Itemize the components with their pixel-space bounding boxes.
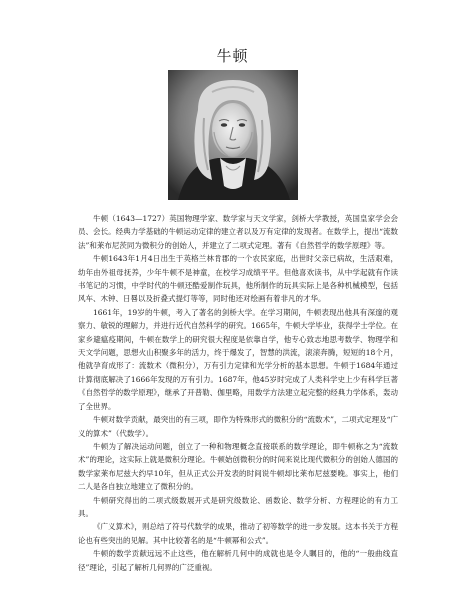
portrait-engraving bbox=[168, 70, 298, 200]
paragraph-binomial: 牛顿研究得出的二项式级数展开式是研究级数论、函数论、数学分析、方程理论的有力工具。 bbox=[78, 495, 398, 518]
paragraph-intro: 牛顿（1643—1727）英国物理学家、数学家与天文学家，剑桥大学教授，英国皇家学会会员、会长。经典力学基础的牛顿运动定律的建立者以及万有定律的发现者。在数学上，提出“流数法”和莱布尼茨同为微积分的创始人，并建立了二项式定理。著有《自然哲学的数学原理》等。 bbox=[78, 214, 398, 250]
paragraph-calculus: 牛顿为了解决运动问题，创立了一种和物理概念直接联系的数学理论，即牛顿称之为“流数术”的理论，这实际上就是微积分理论。牛顿始创微积分的时间来说比现代微积分的创始人德国的数学家莱布尼兹大约早10年，但从正式公开发表的时间说牛顿却比莱布尼兹要晚。事实上，他们二人是各自独立地建立了微积分的。 bbox=[78, 441, 398, 492]
paragraph-math-contributions: 牛顿对数学贡献，最突出的有三项，即作为特殊形式的微积分的“流数术”，二项式定理及“广义的算术”（代数学）。 bbox=[78, 415, 398, 438]
paragraph-cambridge: 1661年，19岁的牛顿，考入了著名的剑桥大学。在学习期间，牛顿表现出他具有深邃的观察力、敏锐的理解力，并进行近代自然科学的研究。1665年，牛顿大学毕业，获得学士学位。在家乡避瘟疫期间，牛顿在数学上的研究很大程度是依靠自学，他专心致志地思考数学、物理学和天文学问题，思想火山积聚多年的活力，终于爆发了，智慧的洪流，滚滚奔腾，短短的18个月，他就孕育成形了：流数术（微积分），万有引力定律和光学分析的基本思想。牛顿于1684年通过计算彻底解决了1666年发现的万有引力。1687年，他45岁时完成了人类科学史上少有科学巨著《自然哲学的数学原理》，继承了开普勒、伽里略，用数学方法建立起完整的经典力学体系，轰动了全世界。 bbox=[78, 307, 398, 411]
paragraph-geometry: 牛顿的数学贡献远远不止这些，他在解析几何中的成就也是令人瞩目的，他的“一般曲线直径”理论，引起了解析几何界的广泛重视。 bbox=[78, 549, 398, 572]
paragraph-early-life: 牛顿1643年1月4日出生于英格兰林肯郡的一个农民家庭，出世时父亲已病故，生活艰难，幼年由外祖母抚养，少年牛顿不是神童，在校学习成绩平平。但他喜欢读书，从中学起就有作读书笔记的习惯，中学时代的牛顿还酷爱制作玩具，他所制作的玩具实际上是各种机械模型，包括风车、木钟、日晷以及折叠式提灯等等，同时他还对绘画有着非凡的才华。 bbox=[78, 254, 398, 304]
paragraph-arithmetic: 《广义算术》，则总结了符号代数学的成果，推动了初等数学的进一步发展。这本书关于方程论也有些突出的见解。其中比较著名的是“牛顿幂和公式”。 bbox=[78, 522, 398, 545]
page-title: 牛顿 bbox=[216, 47, 249, 65]
article-body bbox=[78, 212, 398, 574]
portrait-image bbox=[168, 70, 298, 200]
